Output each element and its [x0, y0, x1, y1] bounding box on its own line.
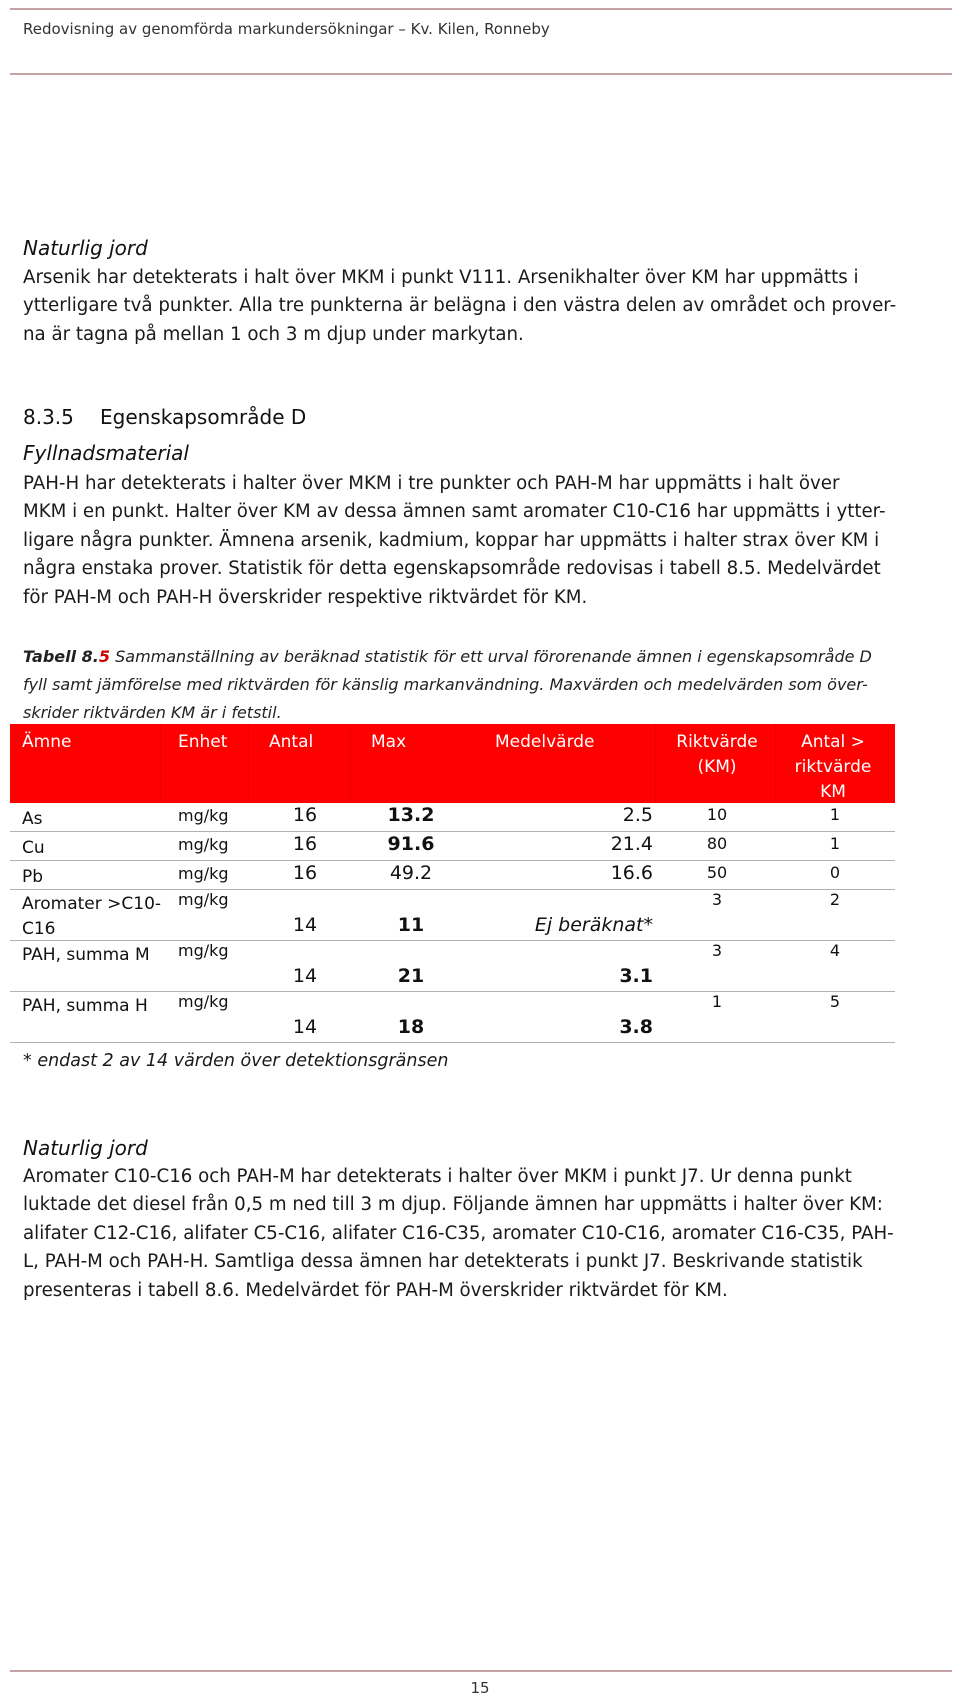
- paragraph-line: för PAH-M och PAH-H överskrider respektive riktvärdet för KM.: [23, 586, 588, 608]
- cell-antal-over: 1: [829, 805, 841, 824]
- paragraph-line: alifater C12-C16, alifater C5-C16, alifater C16-C35, aromater C10-C16, aromater C16-C35, PAH-: [23, 1222, 894, 1244]
- caption-line: [23, 643, 953, 671]
- paragraph-line: ligare några punkter. Ämnena arsenik, kadmium, koppar har uppmätts i halter strax över KM i: [23, 529, 880, 551]
- table-row: [10, 861, 895, 890]
- cell-enhet: mg/kg: [178, 806, 229, 825]
- header-riktvarde-line1: Riktvärde: [676, 732, 758, 752]
- cell-riktvarde: 3: [711, 941, 723, 960]
- cell-antal: 16: [292, 804, 318, 826]
- header-riktvarde-line2: (KM): [697, 757, 737, 777]
- header-max: Max: [371, 732, 407, 752]
- cell-enhet: mg/kg: [178, 941, 229, 960]
- cell-medelvarde: 2.5: [622, 804, 653, 826]
- cell-max: 91.6: [387, 833, 435, 855]
- paragraph-line: presenteras i tabell 8.6. Medelvärdet för PAH-M överskrider riktvärdet för KM.: [23, 1279, 728, 1301]
- header-antal-over-line1: Antal >: [801, 732, 865, 752]
- caption-label: Tabell 8.: [23, 647, 99, 666]
- paragraph-line: ytterligare två punkter. Alla tre punkterna är belägna i den västra delen av området och prover-: [23, 295, 897, 317]
- section-heading-fyllnadsmaterial: Fyllnadsmaterial: [23, 441, 189, 465]
- cell-amne: As: [22, 809, 43, 829]
- heading-title: Egenskapsområde D: [100, 405, 307, 429]
- caption-label-number: 5: [98, 647, 111, 666]
- cell-riktvarde: 3: [711, 890, 723, 909]
- cell-antal-over: 5: [829, 992, 841, 1011]
- cell-max: 49.2: [389, 862, 433, 884]
- table-row: [10, 890, 895, 941]
- header-divider: [350, 724, 351, 803]
- running-header: Redovisning av genomförda markundersökningar – Kv. Kilen, Ronneby: [23, 20, 550, 38]
- cell-max: 13.2: [387, 804, 435, 826]
- cell-antal-over: 4: [829, 941, 841, 960]
- cell-antal-over: 1: [829, 834, 841, 853]
- cell-antal-over: 2: [829, 890, 841, 909]
- cell-antal-over: 0: [829, 863, 841, 882]
- cell-medelvarde: Ej beräknat*: [534, 914, 653, 936]
- cell-amne: Cu: [22, 838, 45, 858]
- footer-rule: [10, 1670, 952, 1672]
- header-antal-over-line2: riktvärde: [794, 757, 872, 777]
- cell-antal: 14: [292, 914, 318, 936]
- table-row: [10, 941, 895, 992]
- cell-enhet: mg/kg: [178, 864, 229, 883]
- header-enhet: Enhet: [178, 732, 228, 752]
- cell-riktvarde: 80: [706, 834, 728, 853]
- cell-amne: Pb: [22, 867, 44, 887]
- section-heading-naturlig-jord-2: Naturlig jord: [23, 1136, 148, 1160]
- header-antal: Antal: [269, 732, 314, 752]
- caption-text: Sammanställning av beräknad statistik för ett urval förorenande ämnen i egenskapsområde D: [115, 647, 872, 666]
- header-amne: Ämne: [22, 732, 72, 752]
- paragraph-line: PAH-H har detekterats i halter över MKM i tre punkter och PAH-M har uppmätts i halt över: [23, 473, 840, 494]
- table-caption: [23, 643, 953, 727]
- cell-amne: PAH, summa H: [22, 996, 148, 1016]
- cell-amne: Aromater >C10-C16: [22, 894, 162, 939]
- paragraph-fyllnadsmaterial: [23, 470, 886, 612]
- cell-medelvarde: 21.4: [610, 833, 653, 855]
- header-divider: [248, 724, 249, 803]
- header-divider: [160, 724, 161, 803]
- header-rule-bottom: [10, 73, 952, 75]
- cell-enhet: mg/kg: [178, 992, 229, 1011]
- paragraph-line: luktade det diesel från 0,5 m ned till 3 m djup. Följande ämnen har uppmätts i halter över KM:: [23, 1194, 883, 1216]
- statistics-table: [10, 724, 895, 1043]
- cell-riktvarde: 50: [706, 863, 728, 882]
- paragraph-naturlig-jord-1: [23, 264, 896, 349]
- header-antal-over: [778, 730, 888, 805]
- cell-medelvarde: 16.6: [610, 862, 653, 884]
- paragraph-line: några enstaka prover. Statistik för detta egenskapsområde redovisas i tabell 8.5. Medelvärdet: [23, 558, 881, 580]
- table-row: [10, 992, 895, 1043]
- header-antal-over-line3: KM: [820, 782, 846, 802]
- table-row: [10, 832, 895, 861]
- cell-medelvarde: 3.1: [619, 965, 653, 987]
- header-medelvarde: Medelvärde: [495, 732, 595, 752]
- cell-amne: PAH, summa M: [22, 945, 150, 965]
- cell-enhet: mg/kg: [178, 890, 229, 909]
- heading-number: 8.3.5: [23, 405, 74, 429]
- table-footnote: * endast 2 av 14 värden över detektionsgränsen: [23, 1051, 449, 1071]
- cell-enhet: mg/kg: [178, 835, 229, 854]
- paragraph-line: L, PAH-M och PAH-H. Samtliga dessa ämnen har detekterats i punkt J7. Beskrivande statistik: [23, 1251, 863, 1273]
- cell-antal: 16: [292, 833, 318, 855]
- header-rule-top: [10, 8, 952, 10]
- cell-max: 11: [397, 914, 425, 936]
- caption-line: fyll samt jämförelse med riktvärden för känslig markanvändning. Maxvärden och medelvärden som över-: [23, 675, 868, 694]
- cell-antal: 16: [292, 862, 318, 884]
- table-row: [10, 803, 895, 832]
- cell-max: 18: [397, 1016, 425, 1038]
- header-riktvarde: [665, 730, 769, 780]
- table-header-row: [10, 724, 895, 803]
- caption-line: skrider riktvärden KM är i fetstil.: [23, 703, 282, 722]
- page-number: 15: [470, 1679, 490, 1697]
- cell-riktvarde: 10: [706, 805, 728, 824]
- header-divider: [655, 724, 656, 803]
- cell-medelvarde: 3.8: [619, 1016, 653, 1038]
- numbered-heading: [23, 405, 306, 429]
- cell-antal: 14: [292, 1016, 318, 1038]
- paragraph-line: na är tagna på mellan 1 och 3 m djup under markytan.: [23, 323, 524, 345]
- paragraph-naturlig-jord-2: [23, 1163, 894, 1305]
- section-heading-naturlig-jord-1: Naturlig jord: [23, 236, 148, 260]
- paragraph-line: MKM i en punkt. Halter över KM av dessa ämnen samt aromater C10-C16 har uppmätts i ytter-: [23, 501, 886, 523]
- cell-max: 21: [397, 965, 425, 987]
- paragraph-line: Aromater C10-C16 och PAH-M har detekterats i halter över MKM i punkt J7. Ur denna punkt: [23, 1166, 852, 1187]
- header-divider: [775, 724, 776, 803]
- cell-riktvarde: 1: [711, 992, 723, 1011]
- paragraph-line: Arsenik har detekterats i halt över MKM i punkt V111. Arsenikhalter över KM har uppmätts i: [23, 267, 859, 288]
- cell-antal: 14: [292, 965, 318, 987]
